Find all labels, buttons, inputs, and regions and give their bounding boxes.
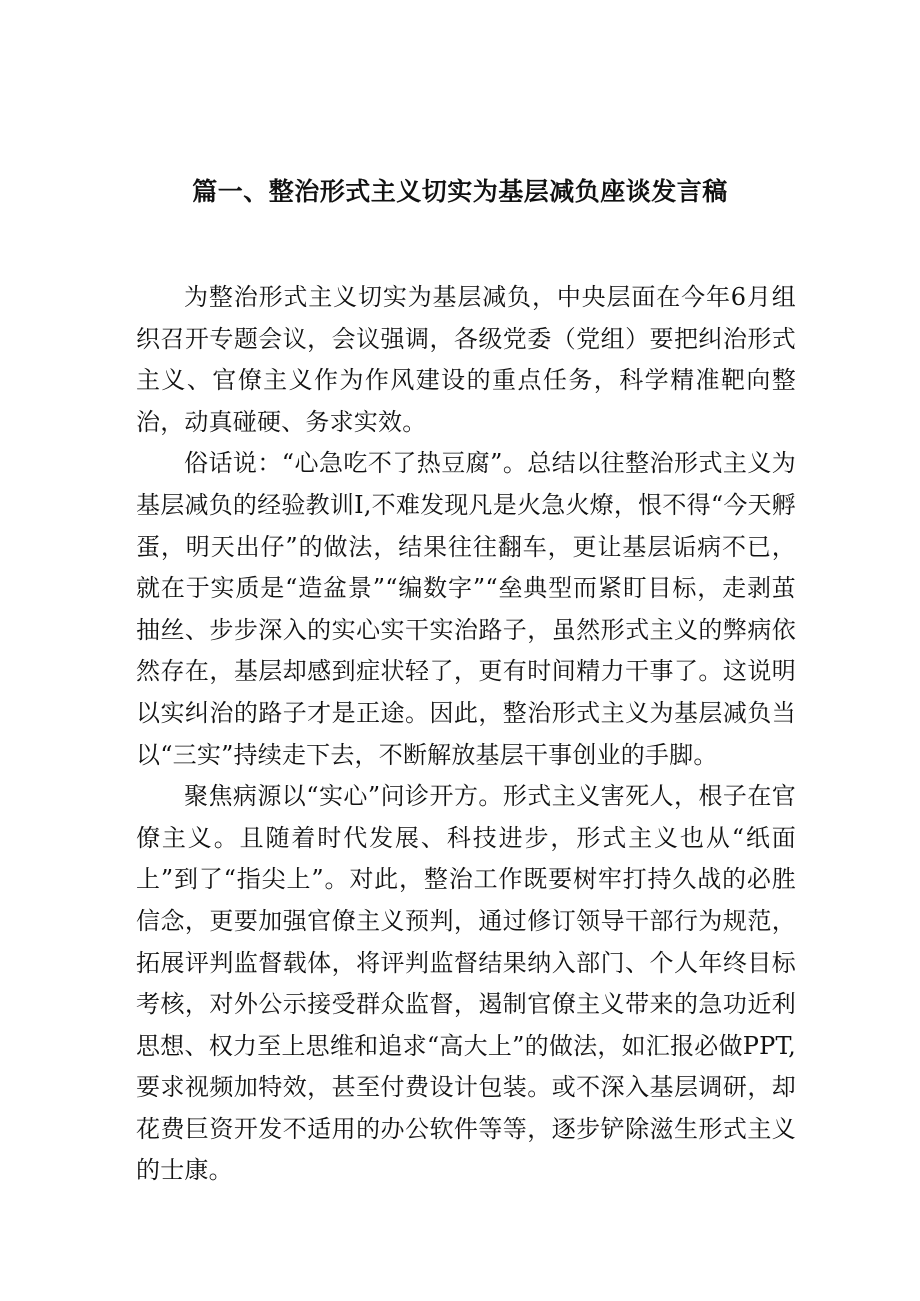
document-title: 篇一、整治形式主义切实为基层减负座谈发言稿 [192, 177, 728, 206]
paragraph-2: 俗话说：“心急吃不了热豆腐”。总结以往整治形式主义为基层减负的经验教训I,不难发现凡是火急火燎，恨不得“今天孵蛋，明天出仔”的做法，结果往往翻车，更让基层诟病不已，就在于实质是“造盆景”“编数字”“垒典型而紧盯目标，走剥茧抽丝、步步深入的实心实干实治路子，虽然形式主义的弊病依然存在，基层却感到症状轻了，更有时间精力干事了。这说明以实纠治的路子才是正途。因此，整治形式主义为基层减负当以“三实”持续走下去，不断解放基层干事创业的手脚。 [136, 449, 796, 769]
paragraph-1: 为整治形式主义切实为基层减负，中央层面在今年6月组织召开专题会议，会议强调，各级党委（党组）要把纠治形式主义、官僚主义作为作风建设的重点任务，科学精准靶向整治，动真碰硬、务求实效。 [136, 283, 796, 436]
document-body [136, 277, 796, 1192]
paragraph-3: 聚焦病源以“实心”问诊开方。形式主义害死人，根子在官僚主义。且随着时代发展、科技进步，形式主义也从“纸面上”到了“指尖上”。对此，整治工作既要树牢打持久战的必胜信念，更要加强官僚主义预判，通过修订领导干部行为规范，拓展评判监督载体，将评判监督结果纳入部门、个人年终目标考核，对外公示接受群众监督，遏制官僚主义带来的急功近利思想、权力至上思维和追求“高大上”的做法，如汇报必做PPT,要求视频加特效，甚至付费设计包装。或不深入基层调研，却花费巨资开发不适用的办公软件等等，逐步铲除滋生形式主义的士康。 [136, 782, 796, 1185]
